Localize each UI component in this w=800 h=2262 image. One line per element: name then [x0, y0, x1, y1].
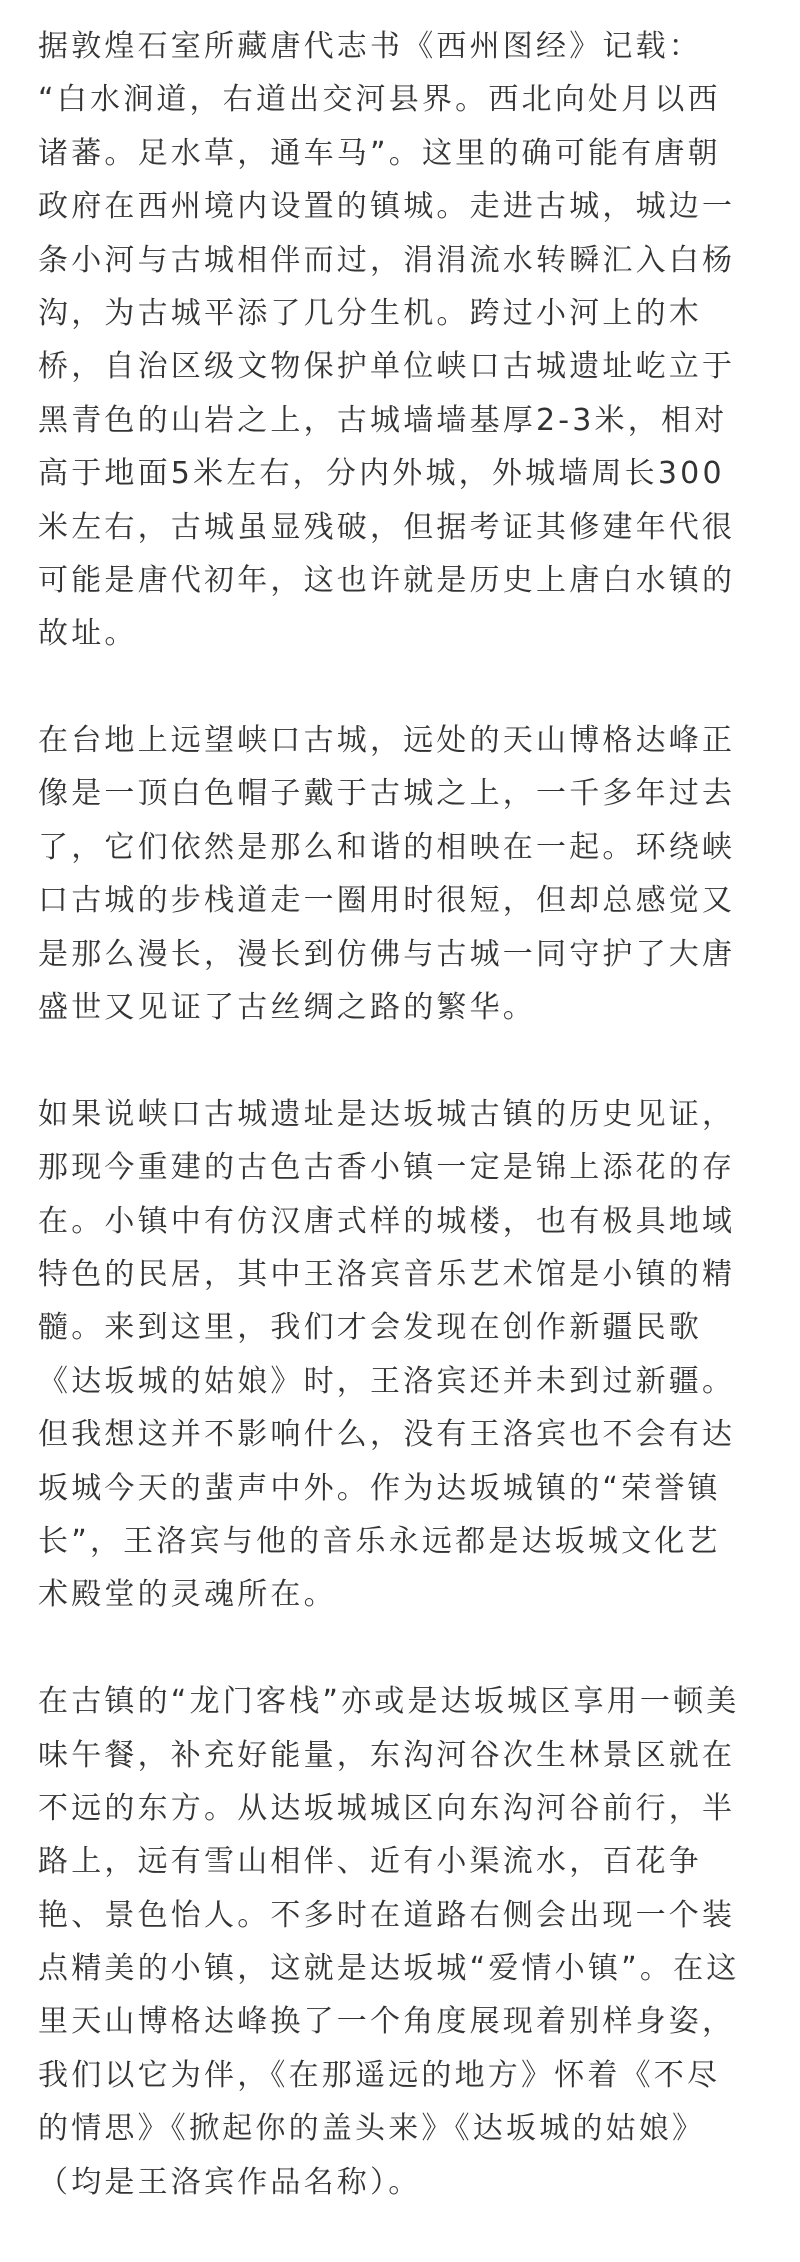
- text-line: 点精美的小镇，这就是达坂城“爱情小镇”。在这: [38, 1951, 740, 1987]
- text-line: 艳、景色怡人。不多时在道路右侧会出现一个装: [38, 1897, 736, 1933]
- text-line: 术殿堂的灵魂所在。: [38, 1577, 337, 1613]
- text-line: 了，它们依然是那么和谐的相映在一起。环绕峡: [38, 829, 736, 865]
- text-line: 在台地上远望峡口古城，远处的天山博格达峰正: [38, 723, 736, 759]
- text-line: 髓。来到这里，我们才会发现在创作新疆民歌: [38, 1310, 702, 1346]
- text-line: 黑青色的山岩之上，古城墙墙基厚2-3米，相对: [38, 402, 728, 438]
- text-line: 高于地面5米左右，分内外城，外城墙周长300: [38, 456, 725, 492]
- text-line: 在古镇的“龙门客栈”亦或是达坂城区享用一顿美: [38, 1684, 740, 1720]
- text-line: 那现今重建的古色古香小镇一定是锦上添花的存: [38, 1150, 736, 1186]
- text-line: “白水涧道，右道出交河县界。西北向处月以西: [38, 82, 721, 118]
- text-line: 故址。: [38, 616, 138, 652]
- text-line: 长”，王洛宾与他的音乐永远都是达坂城文化艺: [38, 1523, 721, 1559]
- text-line: 我们以它为伴，《在那遥远的地方》怀着《不尽: [38, 2057, 721, 2093]
- text-line: 盛世又见证了古丝绸之路的繁华。: [38, 990, 536, 1026]
- text-line: 里天山博格达峰换了一个角度展现着别样身姿，: [38, 2004, 736, 2040]
- text-line: （均是王洛宾作品名称）。: [38, 2164, 422, 2200]
- text-line: 政府在西州境内设置的镇城。走进古城，城边一: [38, 189, 736, 225]
- text-line: 《达坂城的姑娘》时，王洛宾还并未到过新疆。: [38, 1363, 736, 1399]
- text-line: 不远的东方。从达坂城城区向东沟河谷前行，半: [38, 1790, 736, 1826]
- text-line: 诸蕃。足水草，通车马”。这里的确可能有唐朝: [38, 135, 721, 171]
- text-line: 路上，远有雪山相伴、近有小渠流水，百花争: [38, 1844, 702, 1880]
- paragraph-2: [38, 714, 768, 1034]
- paragraph-3: [38, 1088, 768, 1622]
- text-line: 沟，为古城平添了几分生机。跨过小河上的木: [38, 295, 702, 331]
- text-line: 但我想这并不影响什么，没有王洛宾也不会有达: [38, 1417, 736, 1453]
- text-line: 是那么漫长，漫长到仿佛与古城一同守护了大唐: [38, 936, 736, 972]
- paragraph-1: [38, 20, 768, 661]
- text-line: 像是一顶白色帽子戴于古城之上，一千多年过去: [38, 776, 736, 812]
- text-line: 在。小镇中有仿汉唐式样的城楼，也有极具地域: [38, 1203, 736, 1239]
- paragraph-4: [38, 1675, 768, 2209]
- text-line: 据敦煌石室所藏唐代志书《西州图经》记载：: [38, 29, 702, 64]
- text-line: 可能是唐代初年，这也许就是历史上唐白水镇的: [38, 562, 736, 598]
- text-line: 的情思》《掀起你的盖头来》《达坂城的姑娘》: [38, 2111, 706, 2147]
- text-line: 米左右，古城虽显残破，但据考证其修建年代很: [38, 509, 736, 545]
- text-line: 桥，自治区级文物保护单位峡口古城遗址屹立于: [38, 349, 736, 385]
- text-line: 条小河与古城相伴而过，涓涓流水转瞬汇入白杨: [38, 242, 736, 278]
- text-line: 如果说峡口古城遗址是达坂城古镇的历史见证，: [38, 1096, 736, 1132]
- text-line: 味午餐，补充好能量，东沟河谷次生林景区就在: [38, 1737, 736, 1773]
- article-body: [38, 20, 768, 2262]
- text-line: 特色的民居，其中王洛宾音乐艺术馆是小镇的精: [38, 1256, 736, 1292]
- text-line: 口古城的步栈道走一圈用时很短，但却总感觉又: [38, 883, 736, 919]
- text-line: 坂城今天的蜚声中外。作为达坂城镇的“荣誉镇: [38, 1470, 721, 1506]
